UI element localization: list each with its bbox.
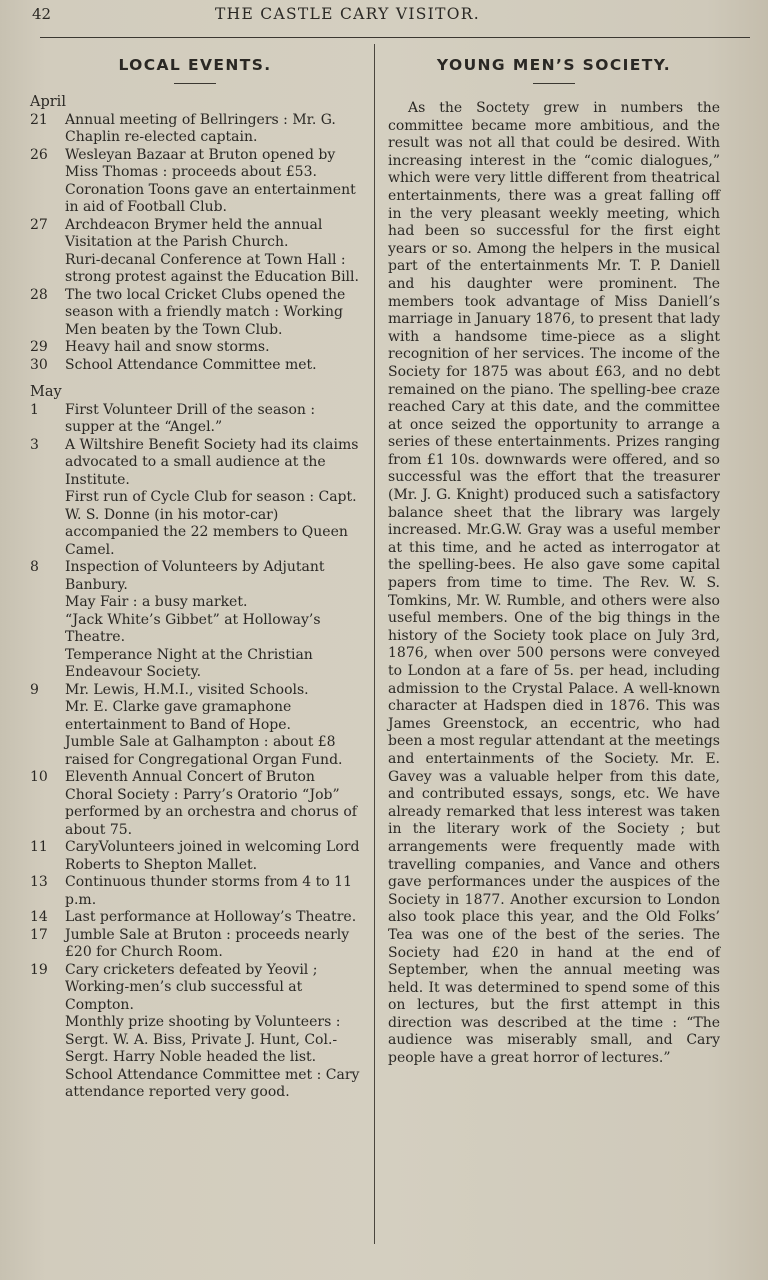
title-rule: [533, 83, 575, 84]
event-text: Coronation Toons gave an entertainment in aid of Football Club.: [65, 181, 356, 215]
event-body: [65, 402, 360, 437]
young-mens-society-column: [388, 52, 720, 1068]
event-day: 27: [30, 216, 48, 233]
event-entry: [30, 147, 360, 217]
event-body: [65, 357, 360, 375]
event-body: [65, 437, 360, 560]
event-text: Jumble Sale at Bruton : proceeds nearly £20 for Church Room.: [65, 926, 350, 960]
event-text: School Attendance Committee met : Cary attendance reported very good.: [65, 1066, 360, 1100]
event-text: The two local Cricket Clubs opened the season with a friendly match : Working Men beaten by the Town Club.: [65, 286, 346, 338]
event-body: [65, 287, 360, 340]
event-entry: [30, 962, 360, 1102]
event-entry: [30, 402, 360, 437]
event-entry: [30, 909, 360, 927]
event-day: 3: [30, 436, 39, 453]
event-body: [65, 769, 360, 839]
event-text: First run of Cycle Club for season : Capt. W. S. Donne (in his motor-car) accompanied the 22 members to Queen Camel.: [65, 489, 357, 558]
month-events: [30, 112, 360, 375]
event-text: A Wiltshire Benefit Society had its claims advocated to a small audience at the Institute.: [65, 436, 359, 488]
event-entry: [30, 769, 360, 839]
month-heading: May: [30, 384, 62, 400]
event-text: “Jack White’s Gibbet” at Holloway’s Theatre.: [65, 611, 321, 645]
month-heading: April: [30, 94, 66, 110]
event-body: [65, 874, 360, 909]
event-day: 30: [30, 356, 48, 373]
event-entry: [30, 559, 360, 682]
event-text: Last performance at Holloway’s Theatre.: [65, 909, 357, 925]
event-body: [65, 909, 360, 927]
event-body: [65, 217, 360, 287]
column-divider: [374, 44, 375, 1244]
event-body: [65, 927, 360, 962]
event-day: 29: [30, 339, 48, 355]
event-text: School Attendance Committee met.: [65, 356, 317, 373]
event-text: Continuous thunder storms from 4 to 11 p.m.: [65, 874, 352, 908]
event-body: [65, 682, 360, 770]
event-text: Eleventh Annual Concert of Bruton Choral Society : Parry’s Oratorio “Job” performed by an orchestra and chorus of about 75.: [65, 769, 357, 838]
event-text: Wesleyan Bazaar at Bruton opened by Miss Thomas : proceeds about £53.: [65, 146, 336, 180]
event-text: Mr. E. Clarke gave gramaphone entertainment to Band of Hope.: [65, 699, 292, 733]
event-text: May Fair : a busy market.: [65, 594, 248, 610]
page-header: [0, 0, 768, 30]
event-body: [65, 962, 360, 1102]
event-text: Inspection of Volunteers by Adjutant Banbury.: [65, 559, 325, 593]
event-text: Ruri-decanal Conference at Town Hall : strong protest against the Education Bill.: [65, 251, 359, 285]
event-day: 17: [30, 926, 48, 943]
event-entry: [30, 217, 360, 287]
event-body: [65, 112, 360, 147]
event-text: Jumble Sale at Galhampton : about £8 raised for Congregational Organ Fund.: [65, 734, 343, 768]
event-day: 10: [30, 769, 48, 785]
event-text: Heavy hail and snow storms.: [65, 339, 270, 355]
local-events-title: LOCAL EVENTS.: [118, 56, 272, 74]
event-entry: [30, 839, 360, 874]
event-entry: [30, 437, 360, 560]
event-body: [65, 839, 360, 874]
event-day: 28: [30, 286, 48, 303]
event-day: 9: [30, 681, 39, 698]
header-rule: [40, 37, 750, 38]
event-day: 8: [30, 559, 39, 575]
running-title: THE CASTLE CARY VISITOR.: [215, 5, 480, 23]
event-body: [65, 559, 360, 682]
event-entry: [30, 682, 360, 770]
event-text: Archdeacon Brymer held the annual Visitation at the Parish Church.: [65, 216, 323, 250]
event-entry: [30, 339, 360, 357]
event-day: 19: [30, 961, 48, 978]
event-day: 21: [30, 111, 48, 128]
event-body: [65, 147, 360, 217]
event-entry: [30, 112, 360, 147]
event-entry: [30, 357, 360, 375]
event-entry: [30, 874, 360, 909]
event-text: Mr. Lewis, H.M.I., visited Schools.: [65, 681, 309, 698]
event-entry: [30, 927, 360, 962]
young-mens-society-title: YOUNG MEN’S SOCIETY.: [436, 56, 672, 74]
event-text: Monthly prize shooting by Volunteers : Sergt. W. A. Biss, Private J. Hunt, Col.-Sergt. Harry Noble headed the list.: [65, 1014, 341, 1065]
event-day: 13: [30, 874, 48, 890]
event-text: Annual meeting of Bellringers : Mr. G. Chaplin re-elected captain.: [65, 111, 336, 145]
local-events-column: [30, 52, 360, 1102]
event-text: Temperance Night at the Christian Endeavour Society.: [65, 646, 313, 680]
title-rule: [174, 83, 216, 84]
month-events: [30, 402, 360, 1102]
event-day: 26: [30, 146, 48, 163]
event-body: [65, 339, 360, 357]
event-text: First Volunteer Drill of the season : supper at the “Angel.”: [65, 401, 316, 435]
event-entry: [30, 287, 360, 340]
event-day: 11: [30, 839, 48, 855]
event-text: Cary cricketers defeated by Yeovil ; Working-men’s club successful at Compton.: [65, 961, 318, 1013]
events-list: [30, 94, 360, 1102]
event-text: CaryVolunteers joined in welcoming Lord Roberts to Shepton Mallet.: [65, 839, 360, 873]
page-number: 42: [32, 5, 52, 23]
society-article-text: As the Soctety grew in numbers the committee became more ambitious, and the result was not all that could be desired. With increasing interest in the “comic dialogues,” which were very little different from theatrical entertainments, there was a great falling off in the very pleasant weekly meeting, which had been so successful for the first eight years or so. Among the helpers in the musical part of the entertainments Mr. T. P. Daniell and his daughter were prominent. The members took advantage of Miss Daniell’s marriage in January 1876, to present that lady with a handsome time-piece as a slight recognition of her services. The income of the Society for 1875 was about £63, and no debt remained on the piano. The spelling-bee craze reached Cary at this date, and the committee at once seized the opportunity to arrange a series of these entertainments. Prizes ranging from £1 10s. downwards were offered, and so successful was the effort that the treasurer (Mr. J. G. Knight) produced such a satisfactory balance sheet that the library was largely increased. Mr.G.W. Gray was a useful member at this time, and he acted as interrogator at the spelling-bees. He also gave some capital papers from time to time. The Rev. W. S. Tomkins, Mr. W. Rumble, and others were also useful members. One of the big things in the history of the Society took place on July 3rd, 1876, when over 500 persons were conveyed to London at a fare of 5s. per head, including admission to the Crystal Palace. A well-known character at Hadspen died in 1876. This was James Greenstock, an eccentric, who had been a most regular attendant at the meetings and entertainments of the Society. Mr. E. Gavey was a valuable helper from this date, and contributed essays, songs, etc. We have already remarked that less interest was taken in the literary work of the Society ; but arrangements were frequently made with travelling companies, and Vance and others gave performances under the auspices of the Society in 1877. Another excursion to London also took place this year, and the Old Folks’ Tea was one of the best of the series. The Society had £20 in hand at the end of September, when the annual meeting was held. It was determined to spend some of this on lectures, but the first attempt in this direction was described at the time : “The audience was miserably small, and Cary people have a great horror of lectures.”: [388, 100, 720, 1067]
event-day: 14: [30, 909, 48, 925]
event-day: 1: [30, 401, 39, 418]
